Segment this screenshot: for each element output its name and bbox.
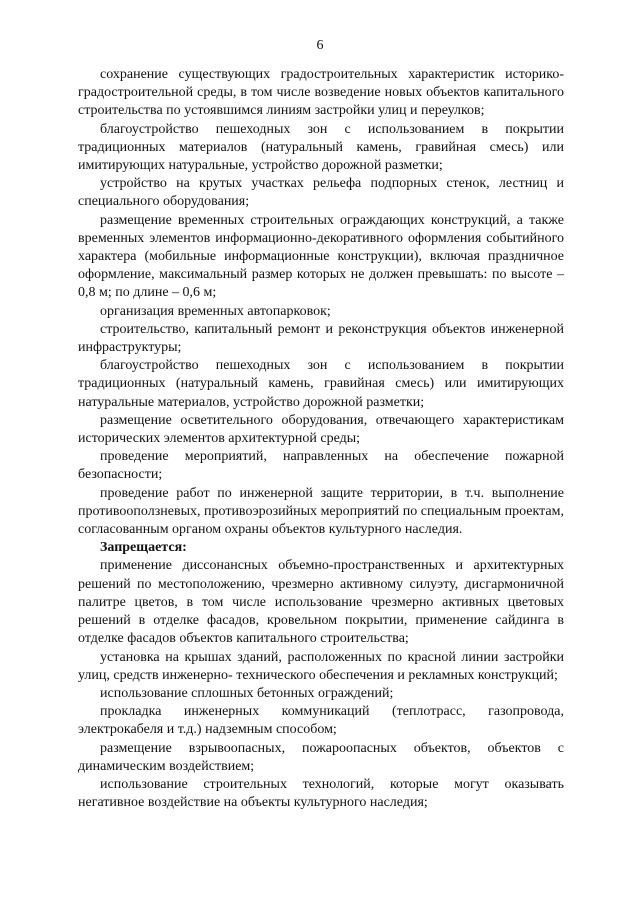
prohibited-heading: Запрещается:	[100, 540, 187, 556]
paragraph: проведение мероприятий, направленных на обеспечение пожарной безопасности;	[78, 449, 564, 483]
paragraph: благоустройство пешеходных зон с использованием в покрытии традиционных (натуральный камень, гравийная смесь) или имитирующих натуральные материалов, устройство дорожной разметки;	[78, 358, 564, 410]
paragraph: благоустройство пешеходных зон с использованием в покрытии традиционных материалов (натуральный камень, гравийная смесь) или имитирующих натуральные, устройство дорожной разметки;	[78, 121, 564, 174]
document-body	[78, 66, 564, 812]
paragraph: сохранение существующих градостроительных характеристик историко-градостроительной среды, в том числе возведение новых объектов капитального строительства по устоявшимся линиям застройки улиц и переулков;	[78, 67, 564, 119]
paragraph: проведение работ по инженерной защите территории, в т.ч. выполнение противооползневых, противоэрозийных мероприятий по специальным проектам, согласованным органом охраны объектов культурного наследия.	[78, 485, 564, 538]
page-number: 6	[316, 38, 324, 53]
paragraph: организация временных автопарковок;	[100, 303, 331, 319]
prohibited-item: прокладка инженерных коммуникаций (теплотрасс, газопровода, электрокабеля и т.д.) надземным способом;	[78, 704, 564, 738]
paragraph: устройство на крутых участках рельефа подпорных стенок, лестниц и специального оборудования;	[78, 176, 564, 210]
paragraph: строительство, капитальный ремонт и реконструкция объектов инженерной инфраструктуры;	[78, 321, 564, 356]
paragraph: размещение осветительного оборудования, отвечающего характеристикам исторических элементов архитектурной среды;	[78, 412, 564, 447]
prohibited-item: использование сплошных бетонных ограждений;	[100, 685, 394, 701]
prohibited-item: использование строительных технологий, которые могут оказывать негативное воздействие на объекты культурного наследия;	[78, 776, 564, 811]
paragraph: размещение временных строительных ограждающих конструкций, а также временных элементов информационно-декоративного оформления событийного характера (мобильные информационные конструкции), включая праздничное оформление, максимальный размер которых не должен превышать: по высоте – 0,8 м; по длине – 0,6 м;	[78, 212, 564, 301]
prohibited-item: размещение взрывоопасных, пожароопасных объектов, объектов с динамическим воздействием;	[78, 740, 564, 774]
prohibited-item: применение диссонансных объемно-пространственных и архитектурных решений по местоположению, чрезмерно активному силуэту, дисгармоничной палитре цветов, в том числе использование чрезмерно активных цветовых решений в отделке фасадов, кровельном покрытии, применение сайдинга в отделке фасадов объектов капитального строительства;	[78, 558, 564, 647]
prohibited-item: установка на крышах зданий, расположенных по красной линии застройки улиц, средств инженерно- технического обеспечения и рекламных конструкций;	[78, 649, 564, 683]
